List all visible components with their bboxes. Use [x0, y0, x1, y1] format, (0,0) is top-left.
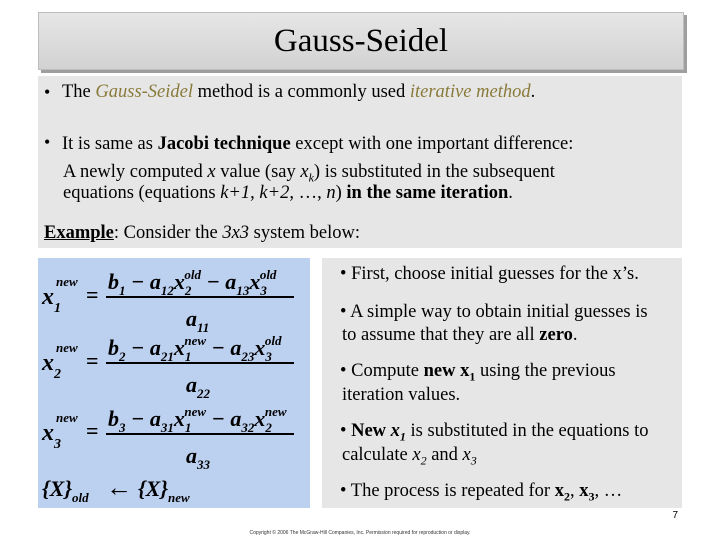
intro-box: [38, 76, 682, 248]
text: method is a commonly used: [193, 82, 410, 102]
var-x: x: [412, 445, 421, 465]
text: system below:: [249, 223, 361, 243]
eq1-numerator: $b_1 - a_{12}x_2old - a_{13}x_3old$: [108, 267, 277, 298]
subscript: 1: [469, 369, 476, 384]
new-term: new: [423, 361, 456, 381]
var-x: x: [300, 162, 309, 182]
var-x: x: [207, 162, 216, 182]
subscript: 3: [470, 453, 477, 468]
bullet-2-line-1: [62, 132, 573, 156]
equations-graphic: [38, 258, 310, 508]
eq3-numerator: $b_3 - a_{31}x_1new - a_{32}x_2new$: [108, 404, 287, 435]
eq2-lhs: $x_2$: [42, 350, 61, 382]
text: • Compute: [340, 361, 424, 381]
update-right: $\{X\}_{new}$: [138, 476, 190, 505]
eq2-denominator: $a_{22}$: [186, 372, 210, 401]
text: equations (equations: [63, 183, 221, 203]
text: ,: [250, 183, 260, 203]
subscript-k: k: [308, 170, 314, 185]
equals-sign: =: [86, 348, 99, 373]
subscript: 3: [588, 489, 595, 504]
slide-title: Gauss-Seidel: [273, 22, 449, 59]
text: ) is substituted in the subsequent: [313, 162, 555, 182]
step-2-line-1: • A simple way to obtain initial guesses is: [340, 302, 648, 322]
step-2-line-2: [342, 323, 577, 347]
subscript: 2: [420, 453, 427, 468]
text: to assume that they are all: [342, 325, 540, 345]
step-1: • First, choose initial guesses for the x’s.: [340, 264, 639, 284]
eq3-denominator: $a_{33}$: [186, 443, 210, 472]
eq3-lhs: $x_3$: [42, 420, 61, 452]
text: ,: [569, 481, 580, 501]
text: calculate: [342, 445, 413, 465]
eq-n: n: [326, 183, 336, 203]
text: value (say: [215, 162, 301, 182]
example-label: Example: [44, 223, 114, 243]
equation-3: [41, 404, 294, 472]
var-x: x: [460, 361, 470, 381]
text: The: [62, 82, 96, 102]
text: and: [426, 445, 463, 465]
text: It is same as: [62, 134, 158, 154]
bullet-marker: •: [44, 82, 51, 102]
update-rule: [42, 473, 190, 505]
eq2-lhs-sup: new: [56, 340, 78, 355]
var-x: x: [579, 481, 589, 501]
text: .: [530, 82, 536, 102]
text: , …: [594, 481, 623, 501]
eq1-lhs: $x_1$: [42, 284, 61, 316]
iterative-method-term: iterative method: [409, 82, 531, 102]
equation-1: [41, 267, 294, 335]
bullet-1-text: [62, 80, 535, 104]
eq2-numerator: $b_2 - a_{21}x_1new - a_{23}x_3old$: [108, 333, 282, 364]
var-x: x: [462, 445, 471, 465]
steps-box: [322, 258, 682, 508]
title-bar: [38, 12, 684, 70]
eq1-lhs-sup: new: [56, 274, 78, 289]
update-left: $\{X\}_{old}$: [42, 476, 89, 505]
update-arrow: ←: [106, 473, 132, 502]
step-5: [340, 479, 622, 509]
copyright-notice: Copyright © 2006 The McGraw-Hill Companies, Inc. Permission required for reproduction or display.: [249, 530, 471, 536]
text: •: [340, 421, 352, 441]
text: .: [508, 183, 513, 203]
eq1-denominator: $a_{11}$: [186, 306, 210, 335]
new-term: New: [351, 421, 391, 441]
eq3-lhs-sup: new: [56, 410, 78, 425]
equals-sign: =: [86, 282, 99, 307]
equation-2: [41, 333, 294, 401]
text: , …,: [289, 183, 327, 203]
var-x: x: [390, 421, 400, 441]
bullet-2-line-3: [63, 181, 513, 205]
jacobi-term: Jacobi technique: [157, 134, 291, 154]
system-size: 3x3: [222, 223, 250, 243]
subscript: 2: [563, 489, 570, 504]
text: except with one important difference:: [290, 134, 574, 154]
page-number: 7: [672, 510, 678, 521]
example-line: [44, 221, 360, 245]
step-3-line-2: iteration values.: [342, 385, 461, 405]
text: A newly computed: [63, 162, 208, 182]
var-x: x: [554, 481, 564, 501]
equations-panel: [38, 258, 310, 508]
same-iteration-term: in the same iteration: [346, 183, 509, 203]
bullet-marker: •: [44, 132, 51, 152]
gauss-seidel-term: Gauss-Seidel: [95, 82, 194, 102]
text: : Consider the: [113, 223, 223, 243]
text: is substituted in the equations to: [405, 421, 649, 441]
step-4-line-2: [342, 443, 477, 473]
text: ): [335, 183, 347, 203]
eq-k-plus-1: k+1: [220, 183, 251, 203]
text: .: [572, 325, 578, 345]
eq-k-plus-2: k+2: [259, 183, 290, 203]
equals-sign: =: [86, 418, 99, 443]
text: using the previous: [475, 361, 616, 381]
text: • The process is repeated for: [340, 481, 555, 501]
zero-term: zero: [539, 325, 573, 345]
subscript: 1: [399, 429, 406, 444]
